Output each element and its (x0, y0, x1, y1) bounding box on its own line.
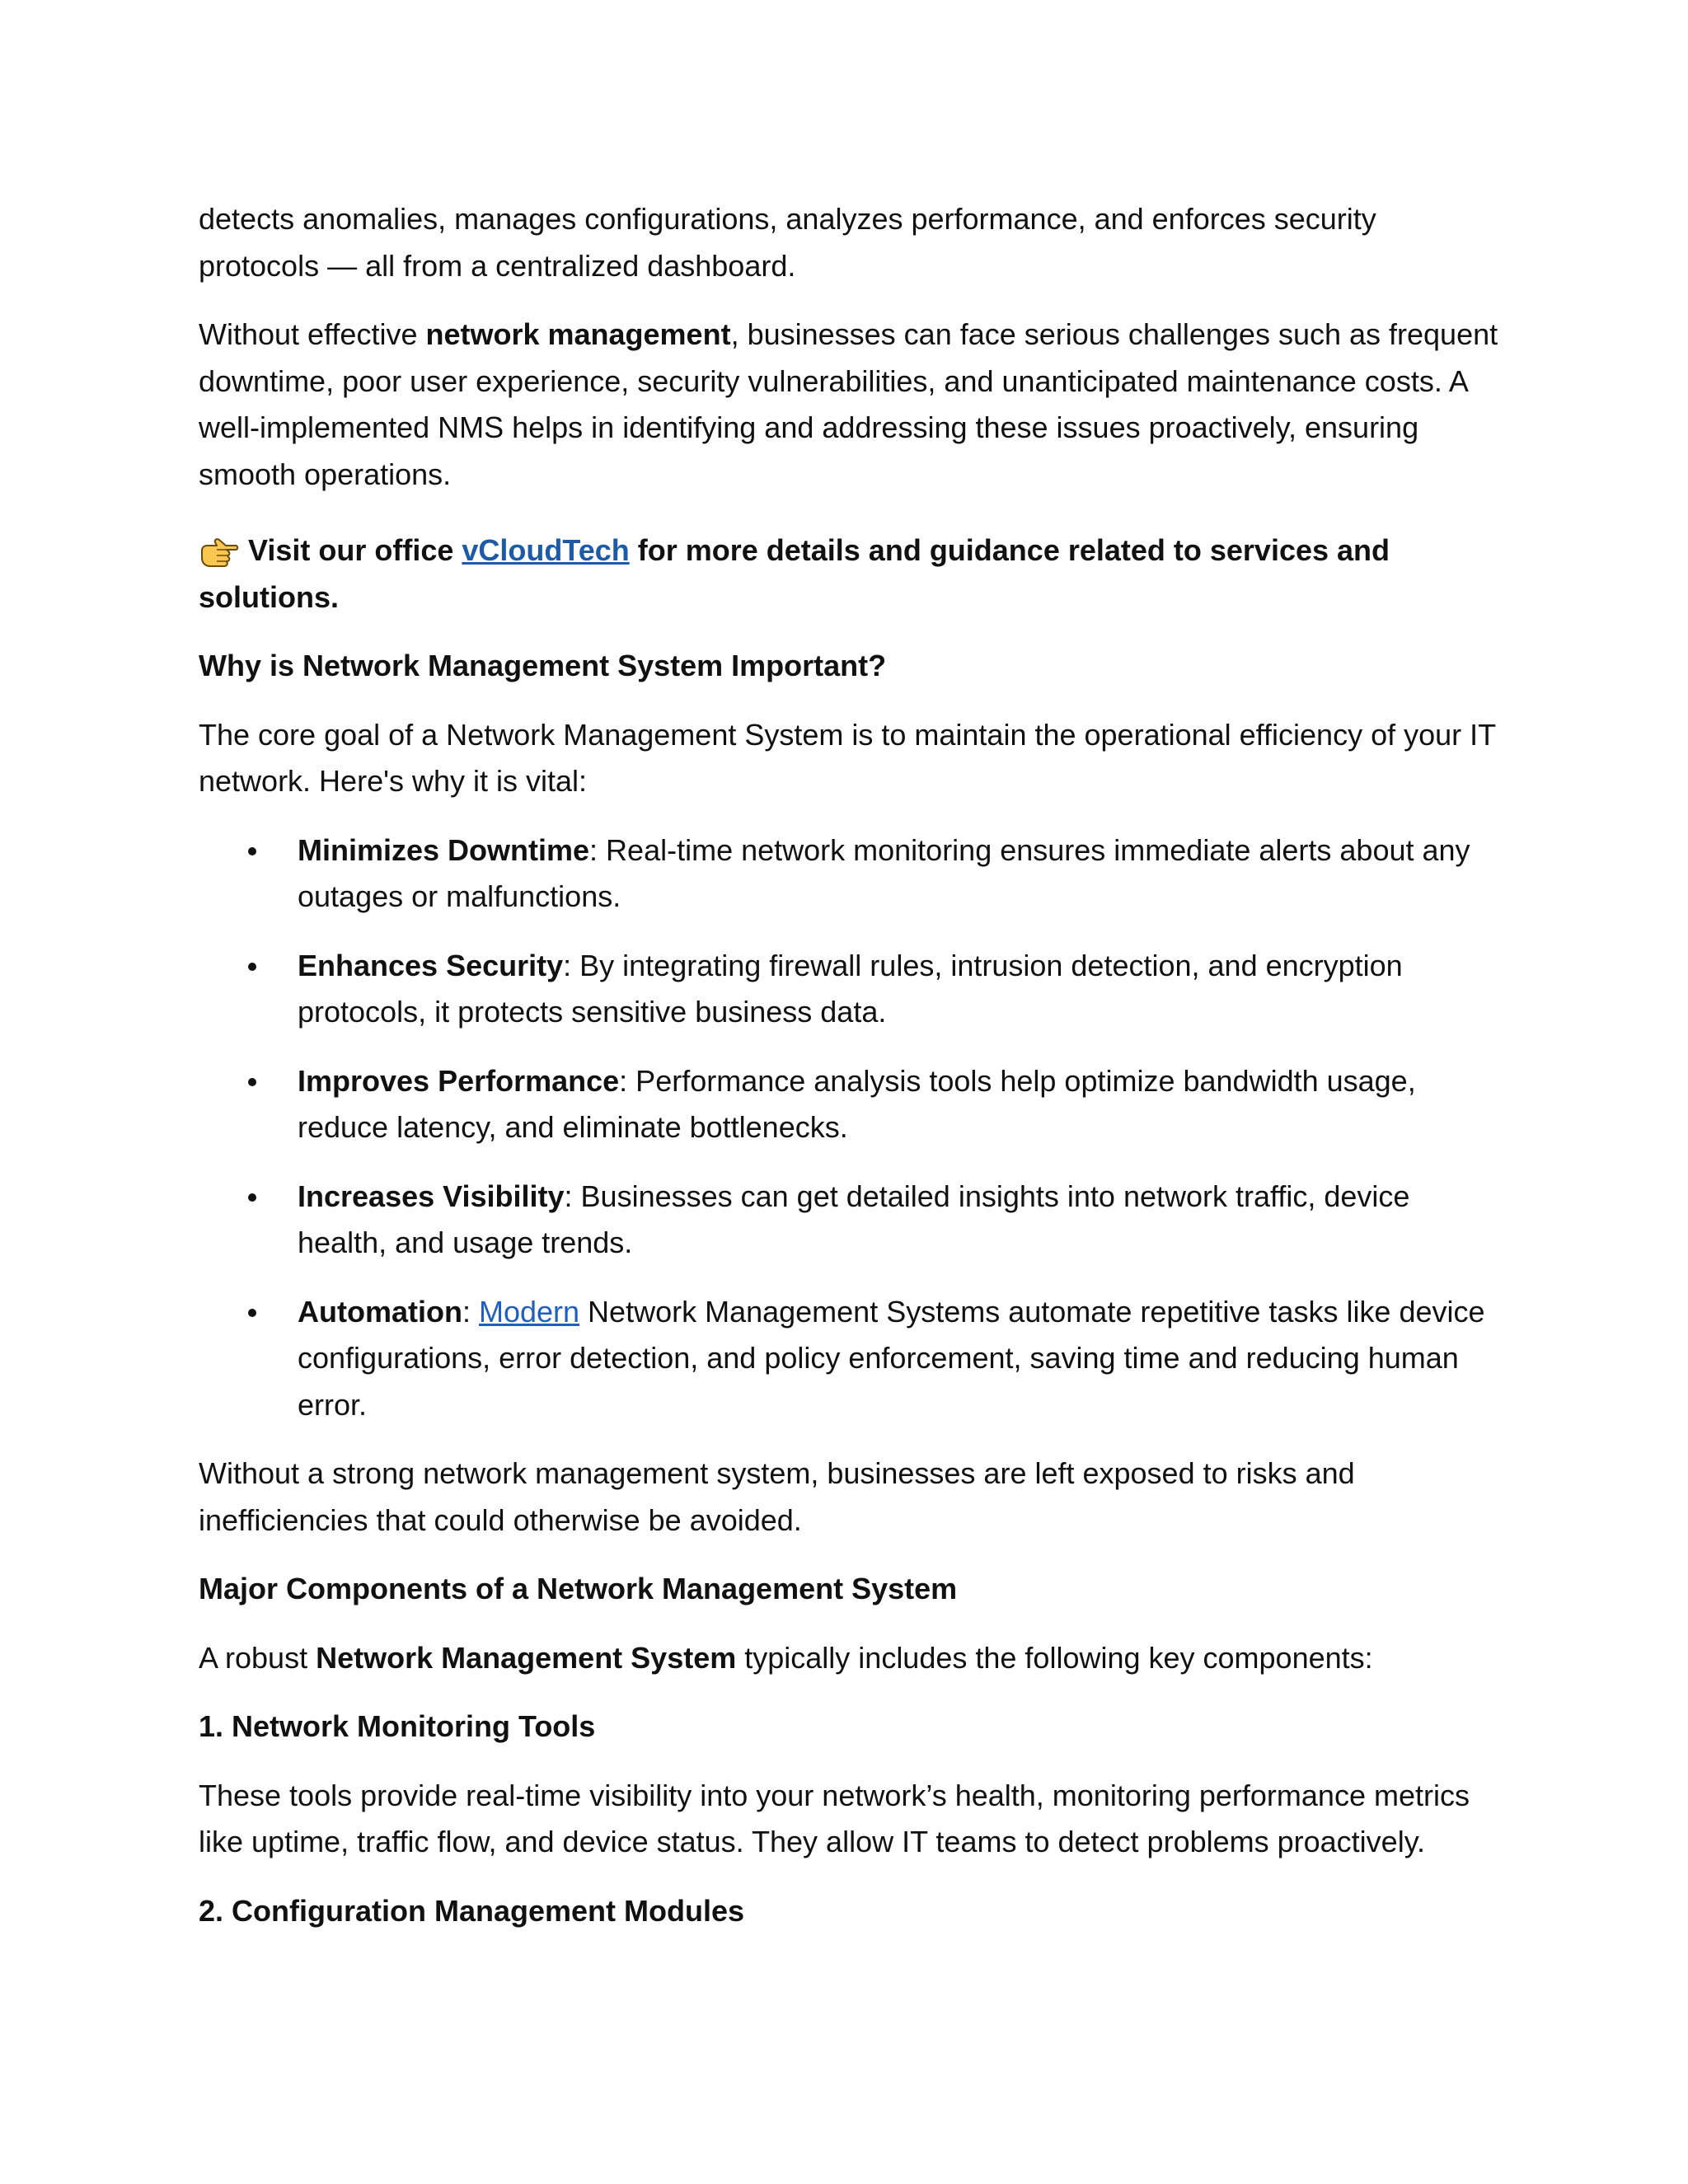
list-item (199, 1289, 1501, 1429)
bullet-icon (248, 1193, 256, 1202)
components-heading: Major Components of a Network Management System (199, 1572, 958, 1605)
visit-text-end: for more details and guidance related to services and solutions. (199, 533, 1390, 614)
list-item-label: Minimizes Downtime (298, 832, 590, 867)
visit-text-start: Visit our office (248, 533, 462, 567)
modern-link[interactable]: Modern (478, 1294, 580, 1329)
benefits-list (199, 827, 1501, 1429)
component-1-heading: 1. Network Monitoring Tools (199, 1709, 596, 1743)
component-2-heading: 2. Configuration Management Modules (199, 1893, 745, 1928)
list-item-label: Automation (298, 1294, 462, 1329)
component-1-text: These tools provide real-time visibility into your network’s health, monitoring performance metrics like uptime, traffic flow, and device status. They allow IT teams to detect problems proactively. (199, 1778, 1470, 1858)
document-page (199, 196, 1501, 1957)
list-item-text: : By integrating firewall rules, intrusion detection, and encryption protocols, it protects sensitive business data. (298, 948, 1403, 1029)
why-heading: Why is Network Management System Important? (199, 649, 887, 682)
pointing-hand-icon (199, 536, 240, 569)
visit-callout (199, 527, 1501, 621)
bullet-icon (248, 847, 256, 855)
list-item-label: Improves Performance (298, 1063, 620, 1098)
components-intro (199, 1635, 1501, 1682)
list-item-text: Network Management Systems automate repetitive tasks like device configurations, error detection, and policy enforcement, saving time and reducing human error. (298, 1294, 1485, 1422)
intro-bold-term: network management (425, 317, 731, 351)
list-item-text: : Businesses can get detailed insights into network traffic, device health, and usage trends. (298, 1179, 1410, 1259)
list-item-text: : Real-time network monitoring ensures immediate alerts about any outages or malfunctions. (298, 832, 1470, 913)
intro-continuation: detects anomalies, manages configurations, analyzes performance, and enforces security protocols — all from a centralized dashboard. (199, 202, 1376, 283)
bullet-icon (248, 1309, 256, 1317)
list-item (199, 1174, 1501, 1267)
list-item-label: Increases Visibility (298, 1179, 565, 1213)
why-intro: The core goal of a Network Management System is to maintain the operational efficiency of your IT network. Here's why it is vital: (199, 717, 1496, 798)
components-intro-start: A robust (199, 1640, 316, 1675)
components-intro-bold: Network Management System (316, 1640, 737, 1675)
list-item-label: Enhances Security (298, 948, 564, 982)
list-item-separator: : (462, 1294, 479, 1329)
list-item (199, 943, 1501, 1036)
list-item (199, 1058, 1501, 1151)
components-intro-end: typically includes the following key components: (736, 1640, 1373, 1675)
list-item-text: : Performance analysis tools help optimize bandwidth usage, reduce latency, and eliminate bottlenecks. (298, 1063, 1416, 1144)
intro-paragraph (199, 312, 1501, 498)
intro-text-end: , businesses can face serious challenges such as frequent downtime, poor user experience, security vulnerabilities, and unanticipated maintenance costs. A well-implemented NMS helps in identifying and addressing these issues proactively, ensuring smooth operations. (199, 317, 1498, 491)
vcloudtech-link[interactable]: vCloudTech (462, 533, 630, 567)
why-closing: Without a strong network management system, businesses are left exposed to risks and inefficiencies that could otherwise be avoided. (199, 1456, 1355, 1537)
bullet-icon (248, 1078, 256, 1086)
intro-text-start: Without effective (199, 317, 426, 351)
list-item (199, 827, 1501, 921)
bullet-icon (248, 963, 256, 971)
